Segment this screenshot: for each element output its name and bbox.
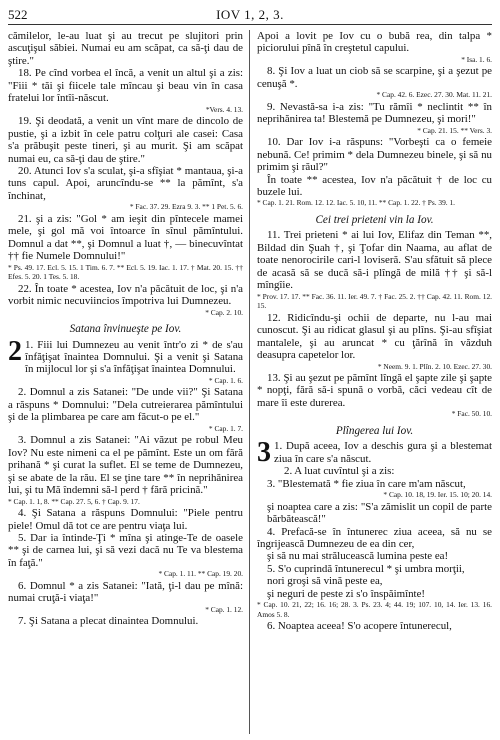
verse-paragraph: 22. În toate * acestea, Iov n'a păcătuit de loc, şi n'a vorbit nimic necuviincios împotriva lui Dumnezeu. xyxy=(8,282,243,308)
cross-reference: * Cap. 1. 7. xyxy=(208,423,243,433)
chapter-number: 2 xyxy=(8,335,22,367)
chapter-start xyxy=(8,335,243,376)
verse-paragraph: 12. Ridicîndu-şi ochii de departe, nu l-au mai cunoscut. Şi au ridicat glasul şi au plîns. Şi-au sfîşiat mantalele, şi au aruncat * cu ţărînă în văzduh deasupra capetelor lor. xyxy=(257,311,492,362)
verse-paragraph: 1. După aceea, Iov a deschis gura şi a blestemat ziua în care s'a născut. xyxy=(274,440,492,465)
verse-paragraph: Apoi a lovit pe Iov cu o bubă rea, din talpa * piciorului pînă în creştetul capului. xyxy=(257,30,492,55)
verse-line: şi noaptea care a zis: "S'a zămislit un copil de parte bărbătească!" xyxy=(267,500,492,526)
verse-paragraph: 13. Şi au şezut pe pămînt lîngă el şapte zile şi şapte * nopţi, fără să-i spună o vorbă, căci vedeau cît de mare îi este durerea. xyxy=(257,372,492,409)
cross-reference: * Ps. 49. 17. Ecl. 5. 15. 1 Tim. 6. 7. ** Ecl. 5. 19. Iac. 1. 17. † Mat. 20. 15. †† Efes. 5. 20. 1 Tes. 5. 18. xyxy=(8,262,243,282)
verse-line: nori groşi să vină peste ea, xyxy=(267,575,383,588)
verse-paragraph: 1. Fiii lui Dumnezeu au venit într'o zi * de s'au înfăţişat înaintea Domnului. Şi a venit şi Satana în mijlocul lor şi s'a înfăţişat înaintea Domnului. xyxy=(25,338,243,376)
verse-paragraph: 5. S'o cuprindă întunerecul * şi umbra morţii, xyxy=(267,562,465,575)
verse-paragraph: 10. Dar Iov i-a răspuns: "Vorbeşti ca o femeie nebună. Ce! primim * dela Dumnezeu binele, şi să nu primim şi răul?" xyxy=(257,136,492,174)
cross-reference: * Cap. 1. 21. Rom. 12. 12. Iac. 5. 10, 11. ** Cap. 1. 22. † Ps. 39. 1. xyxy=(257,198,456,208)
chapter-number: 3 xyxy=(257,437,271,469)
verse-paragraph: 21. şi a zis: "Gol * am ieşit din pîntecele mamei mele, şi gol mă voi întoarce în sînul pămîntului. Domnul a dat **, şi Domnul a luat †, — binecuvîntat †† fie Numele Domnului!" xyxy=(8,212,243,263)
verse-paragraph: 6. Noaptea aceea! S'o acopere întunerecul, xyxy=(267,620,452,633)
verse-paragraph: 7. Şi Satana a plecat dinaintea Domnului. xyxy=(18,615,199,628)
running-title: IOV 1, 2, 3. xyxy=(216,7,284,22)
verse-paragraph: În toate ** acestea, Iov n'a păcătuit † de loc cu buzele lui. xyxy=(257,173,492,199)
cross-reference: * Cap. 1. 6. xyxy=(208,375,243,385)
verse-paragraph: 8. Şi Iov a luat un ciob să se scarpine, şi a şezut pe cenuşă *. xyxy=(257,65,492,90)
verse-paragraph: 2. A luat cuvîntul şi a zis: xyxy=(284,465,395,478)
cross-reference: * Cap. 2. 10. xyxy=(205,307,243,317)
verse-paragraph: 9. Nevastă-sa i-a zis: "Tu rămîi * neclintit ** în neprihănirea ta! Blestemă pe Dumnezeu, şi mori!" xyxy=(257,100,492,126)
page-number: 522 xyxy=(8,7,28,22)
section-heading: Satana învinueşte pe Iov. xyxy=(69,323,182,336)
text-columns xyxy=(8,30,492,734)
verse-paragraph: 18. Pe cînd vorbea el încă, a venit un altul şi a zis: "Fiii * tăi şi fiicele tale mîncau şi beau vin în casa fratelui lor întîi-născut. xyxy=(8,67,243,105)
right-column xyxy=(257,30,492,734)
cross-reference: * Cap. 1. 1, 8. ** Cap. 27. 5, 6. † Cap. 9. 17. xyxy=(8,496,140,506)
chapter-start xyxy=(257,437,492,469)
verse-paragraph: 3. Domnul a zis Satanei: "Ai văzut pe robul Meu Iov? Nu este nimeni ca el pe pămînt. Este un om fără prihană * şi curat la suflet. El se teme de Dumnezeu, şi se abate de la rău. El se ţine tare ** în neprihănirea lui, şi tu Mă îndemni să-l perd † fără pricină." xyxy=(8,434,243,497)
section-heading: Plîngerea lui Iov. xyxy=(335,424,414,437)
verse-paragraph: 19. Şi deodată, a venit un vînt mare de dincolo de pustie, şi a izbit în cele patru colţuri ale casei: Casa s'a prăbuşit peste tineri, şi au murit. Şi am scăpat numai eu, ca să-ţi dau de ştire." xyxy=(8,115,243,165)
cross-reference: * Cap. 1. 12. xyxy=(205,604,243,614)
bible-page xyxy=(8,6,492,734)
verse-paragraph: 11. Trei prieteni * ai lui Iov, Elifaz din Teman **, Bildad din Şuah †, şi Ţofar din Naama, au aflat de toate nenorocirile cari-l loviseră. S'au sfătuit să plece de acasă să se ducă să-i plîngă de milă †† şi să-l mîngîie. xyxy=(257,229,492,292)
cross-reference: * Cap. 10. 21, 22; 16. 16; 28. 3. Ps. 23. 4; 44. 19; 107. 10, 14. Ier. 13. 16. Amos 5. 8. xyxy=(257,600,492,619)
column-divider xyxy=(249,30,250,734)
verse-line: şi să nu mai strălucească lumina peste ea! xyxy=(267,550,449,563)
cross-reference: * Cap. 42. 6. Ezec. 27. 30. Mat. 11. 21. xyxy=(376,90,492,100)
verse-paragraph: 2. Domnul a zis Satanei: "De unde vii?" Şi Satana a răspuns * Domnului: "Dela cutreierarea pămîntului şi de la plimbarea pe care am făcut-o pe el." xyxy=(8,386,243,424)
verse-paragraph: 4. Şi Satana a răspuns Domnului: "Piele pentru piele! Omul dă tot ce are pentru viaţa lui. xyxy=(8,507,243,532)
verse-paragraph: 3. "Blestemată * fie ziua în care m'am născut, xyxy=(267,477,466,490)
page-header xyxy=(8,6,492,25)
verse-paragraph: 5. Dar ia întinde-Ţi * mîna şi atinge-Te de oasele ** şi de carnea lui, şi să vezi dacă nu Te va blestema în faţă." xyxy=(8,531,243,569)
cross-reference: * Cap. 21. 15. ** Vers. 3. xyxy=(417,125,492,135)
section-heading: Cei trei prieteni vin la Iov. xyxy=(315,213,434,226)
cross-reference: * Fac. 50. 10. xyxy=(451,409,492,419)
left-column xyxy=(8,30,243,734)
cross-reference: * Prov. 17. 17. ** Fac. 36. 11. Ier. 49. 7. † Fac. 25. 2. †† Cap. 42. 11. Rom. 12. 15. xyxy=(257,291,492,311)
cross-reference: * Cap. 10. 18, 19. Ier. 15. 10; 20. 14. xyxy=(383,490,492,500)
cross-reference: *Vers. 4. 13. xyxy=(205,104,243,114)
verse-paragraph: 6. Domnul * a zis Satanei: "Iată, ţi-l dau pe mînă: numai cruţă-i viaţa!" xyxy=(8,579,243,605)
verse-paragraph: cămilelor, le-au luat şi au trecut pe slujitori prin ascuţişul săbiei. Numai eu am scăpat, ca să-ţi dau de ştire." xyxy=(8,30,243,67)
cross-reference: * Isa. 1. 6. xyxy=(461,54,492,64)
cross-reference: * Fac. 37. 29. Ezra 9. 3. ** 1 Pet. 5. 6. xyxy=(129,202,243,212)
verse-paragraph: 4. Prefacă-se în întunerec ziua aceea, să nu se îngrijească Dumnezeu de ea din cer, xyxy=(257,525,492,550)
verse-line: şi neguri de peste zi s'o înspăimînte! xyxy=(267,587,426,600)
cross-reference: * Cap. 1. 11. ** Cap. 19. 20. xyxy=(158,569,243,579)
cross-reference: * Neem. 9. 1. Plîn. 2. 10. Ezec. 27. 30. xyxy=(377,361,492,371)
verse-paragraph: 20. Atunci Iov s'a sculat, şi-a sfîşiat * mantaua, şi-a tuns capul. Apoi, aruncîndu-se ** la pămînt, s'a închinat, xyxy=(8,165,243,202)
